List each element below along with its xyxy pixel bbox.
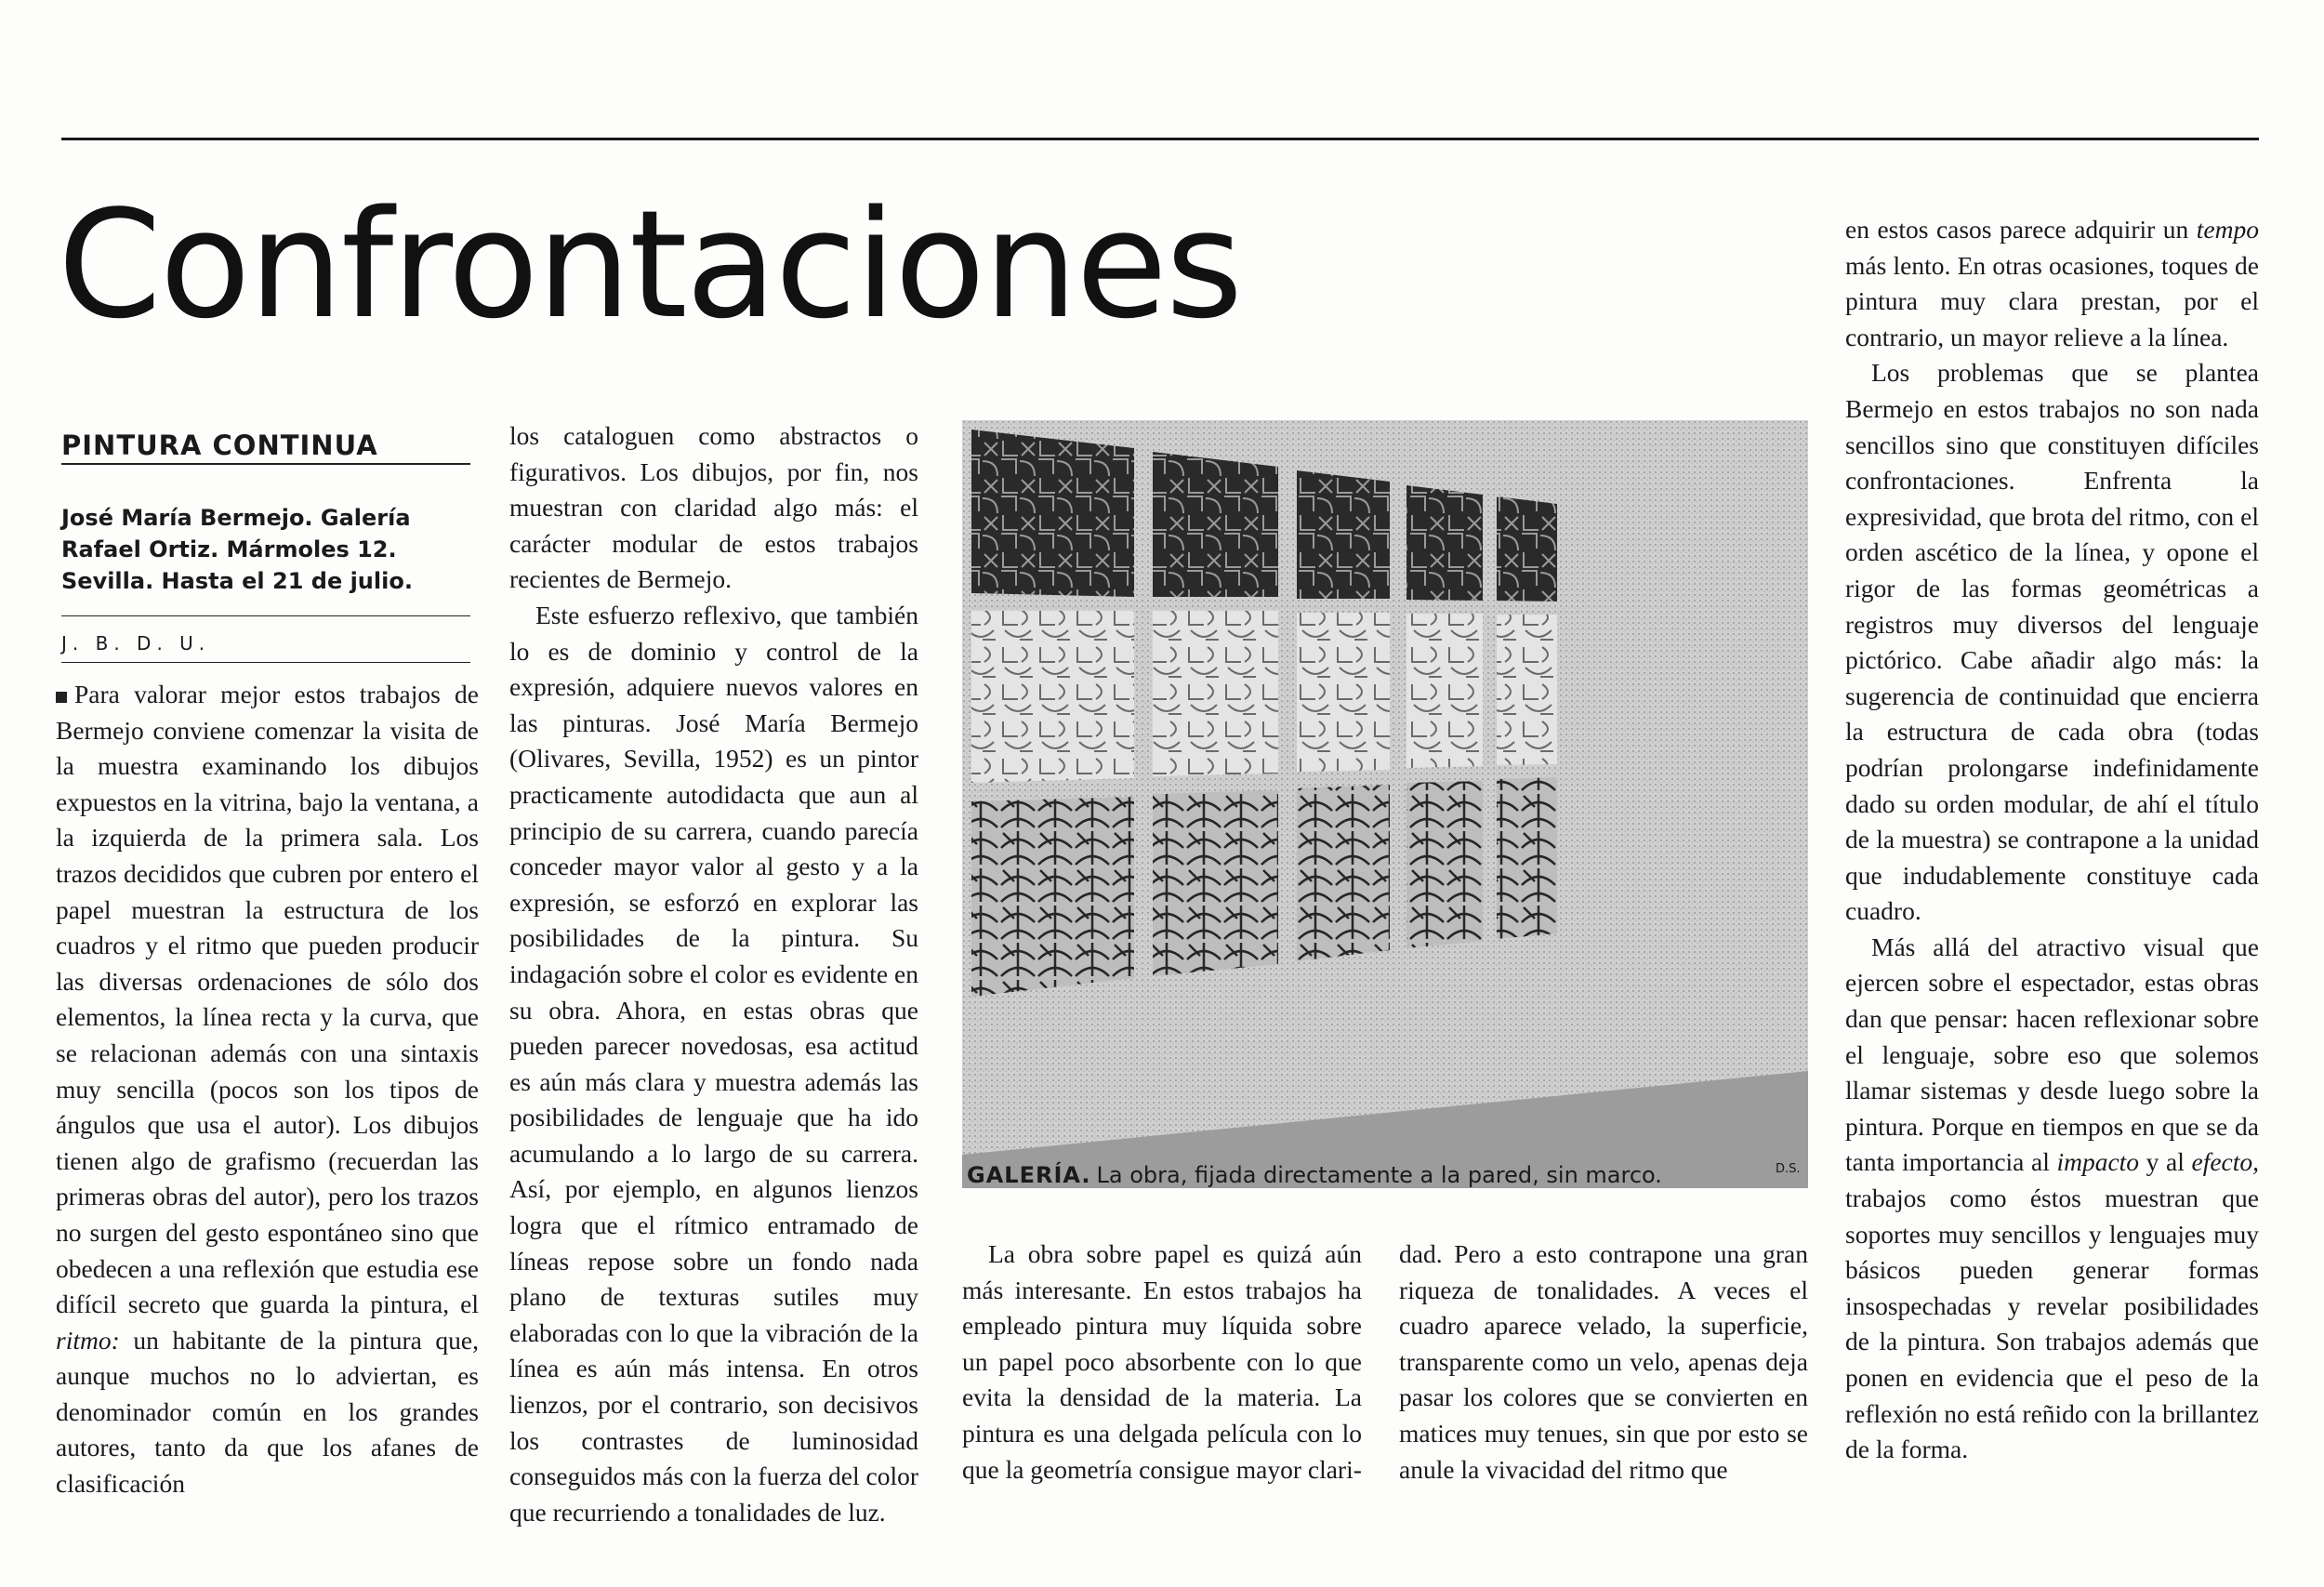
body-column-2 <box>509 418 918 1530</box>
author-rule <box>61 662 470 663</box>
col1-text: Para valorar mejor estos trabajos de Bermejo conviene comenzar la visita de la muestra examinando los dibujos expuestos en la vitrina, bajo la ventana, a la izquierda de la primera sala. Los trazos decididos que cubren por entero el papel muestran la estructura de los cuadros y el ritmo que pueden producir las diversas ordenaciones de sólo dos elementos, la línea recta y la curva, que se relacionan además con una sintaxis muy sencilla (pocos son los tipos de ángulos que usa el autor). Los dibujos tienen algo de grafismo (recuerdan las primeras obras del autor), pero los trazos no surgen del gesto espontáneo sino que obedecen a una reflexión que estudia ese difícil secreto que guarda la pintura, el <box>56 680 479 1319</box>
section-label: PINTURA CONTINUA <box>61 430 378 461</box>
col3-paragraph: La obra sobre papel es quizá aún más interesante. En estos trabajos ha empleado pintura muy líquida sobre un papel poco absorbente con lo que evita la densidad de la materia. La pintura es una delgada película con lo que la geometría consigue mayor clari- <box>962 1239 1362 1484</box>
caption-text: La obra, fijada directamente a la pared, sin marco. <box>1096 1162 1662 1188</box>
col2-paragraph-1: los cataloguen como abstractos o figurativos. Los dibujos, por fin, nos muestran con claridad algo más: el carácter modular de estos trabajos recientes de Bermejo. <box>509 421 918 594</box>
body-column-3 <box>962 1237 1362 1488</box>
info-rule <box>61 615 470 616</box>
body-column-5 <box>1845 212 2259 1468</box>
exhibition-info: José María Bermejo. Galería Rafael Ortiz. Mármoles 12. Sevilla. Hasta el 21 de julio. <box>61 505 413 594</box>
gallery-photo <box>962 420 1808 1188</box>
caption-tag: GALERÍA. <box>967 1162 1091 1188</box>
top-rule <box>61 138 2259 140</box>
photo-credit: D.S. <box>1776 1162 1801 1176</box>
col5-tempo: tempo <box>2196 215 2259 244</box>
col4-paragraph: dad. Pero a esto contrapone una gran riqueza de tonalidades. A veces el cuadro aparece velado, la superficie, transparente como un velo, apenas deja pasar los colores que se convierten en matices muy tenues, sin que por esto se anule la vivacidad del ritmo que <box>1399 1239 1808 1484</box>
col5-efecto: efecto, <box>2191 1147 2260 1177</box>
photo-caption <box>967 1162 1785 1188</box>
col5-impacto: impacto <box>2056 1147 2140 1177</box>
col5-p3-mid: y al <box>2146 1147 2185 1177</box>
lead-square-icon <box>56 692 67 703</box>
photo-image <box>962 420 1808 1188</box>
col5-p3-start: Más allá del atractivo visual que ejercen sobre el espectador, estas obras dan que pensar: hacen reflexionar sobre el lenguaje, sobre eso que solemos llamar sistemas y desde luego sobre la pintura. Porque en tiempos en que se da tanta importancia al <box>1845 932 2259 1177</box>
headline: Confrontaciones <box>58 178 1242 351</box>
author-byline: J. B. D. U. <box>61 632 211 655</box>
col1-emphasis: ritmo: <box>56 1325 120 1355</box>
col5-p1-end: más lento. En otras ocasiones, toques de pintura muy clara prestan, por el contrario, un mayor relieve a la línea. <box>1845 250 2259 351</box>
col5-paragraph-2: Los problemas que se plantea Bermejo en estos trabajos no son nada sencillos sino que constituyen difíciles confrontaciones. Enfrenta la expresividad, que brota del ritmo, con el orden ascético de la línea, y opone el rigor de las formas geométricas a registros muy diversos del lenguaje pictórico. Cabe añadir algo más: la sugerencia de continuidad que encierra la estructura de cada obra (todas podrían prolongarse indefinidamente dado su orden modular, de ahí el título de la muestra) se contrapone a la unidad que indudablemente constituye cada cuadro. <box>1845 358 2259 926</box>
col5-p3-end: trabajos como éstos muestran que soportes muy sencillos y lenguajes muy básicos pueden generar formas insospechadas y revelar posibilidades de la pintura. Son trabajos además que ponen en evidencia que el peso de la reflexión no está reñido con la brillantez de la forma. <box>1845 1184 2259 1464</box>
col2-paragraph-2: Este esfuerzo reflexivo, que también lo es de dominio y control de la expresión, adquiere nuevos valores en las pinturas. José María Bermejo (Olivares, Sevilla, 1952) es un pintor practicamente autodidacta que aun al principio de su carrera, cuando parecía conceder mayor valor al gesto y a la expresión, se esforzó en explorar las posibilidades de la pintura. Su indagación sobre el color es evidente en su obra. Ahora, en estas obras que pueden parecer novedosas, esa actitud es aún más clara y muestra además las posibilidades de lenguaje que ha ido acumulando a lo largo de su carrera. Así, por ejemplo, en algunos lienzos logra que el rítmico entramado de líneas repose sobre un fondo nada plano de texturas sutiles muy elaboradas con lo que la vibración de la línea es aún más intensa. En otros lienzos, por el contrario, son decisivos los contrastes de luminosidad conseguidos más con la fuerza del color que recurriendo a tonalidades de luz. <box>509 600 918 1527</box>
col1-text-end: un habitante de la pintura que, aunque muchos no lo adviertan, es denominador común en los grandes autores, tanto da que los afanes de clasificación <box>56 1325 480 1499</box>
body-column-4 <box>1399 1237 1808 1488</box>
body-column-1 <box>56 677 479 1502</box>
section-rule <box>61 463 470 465</box>
col5-p1-start: en estos casos parece adquirir un <box>1845 215 2189 244</box>
